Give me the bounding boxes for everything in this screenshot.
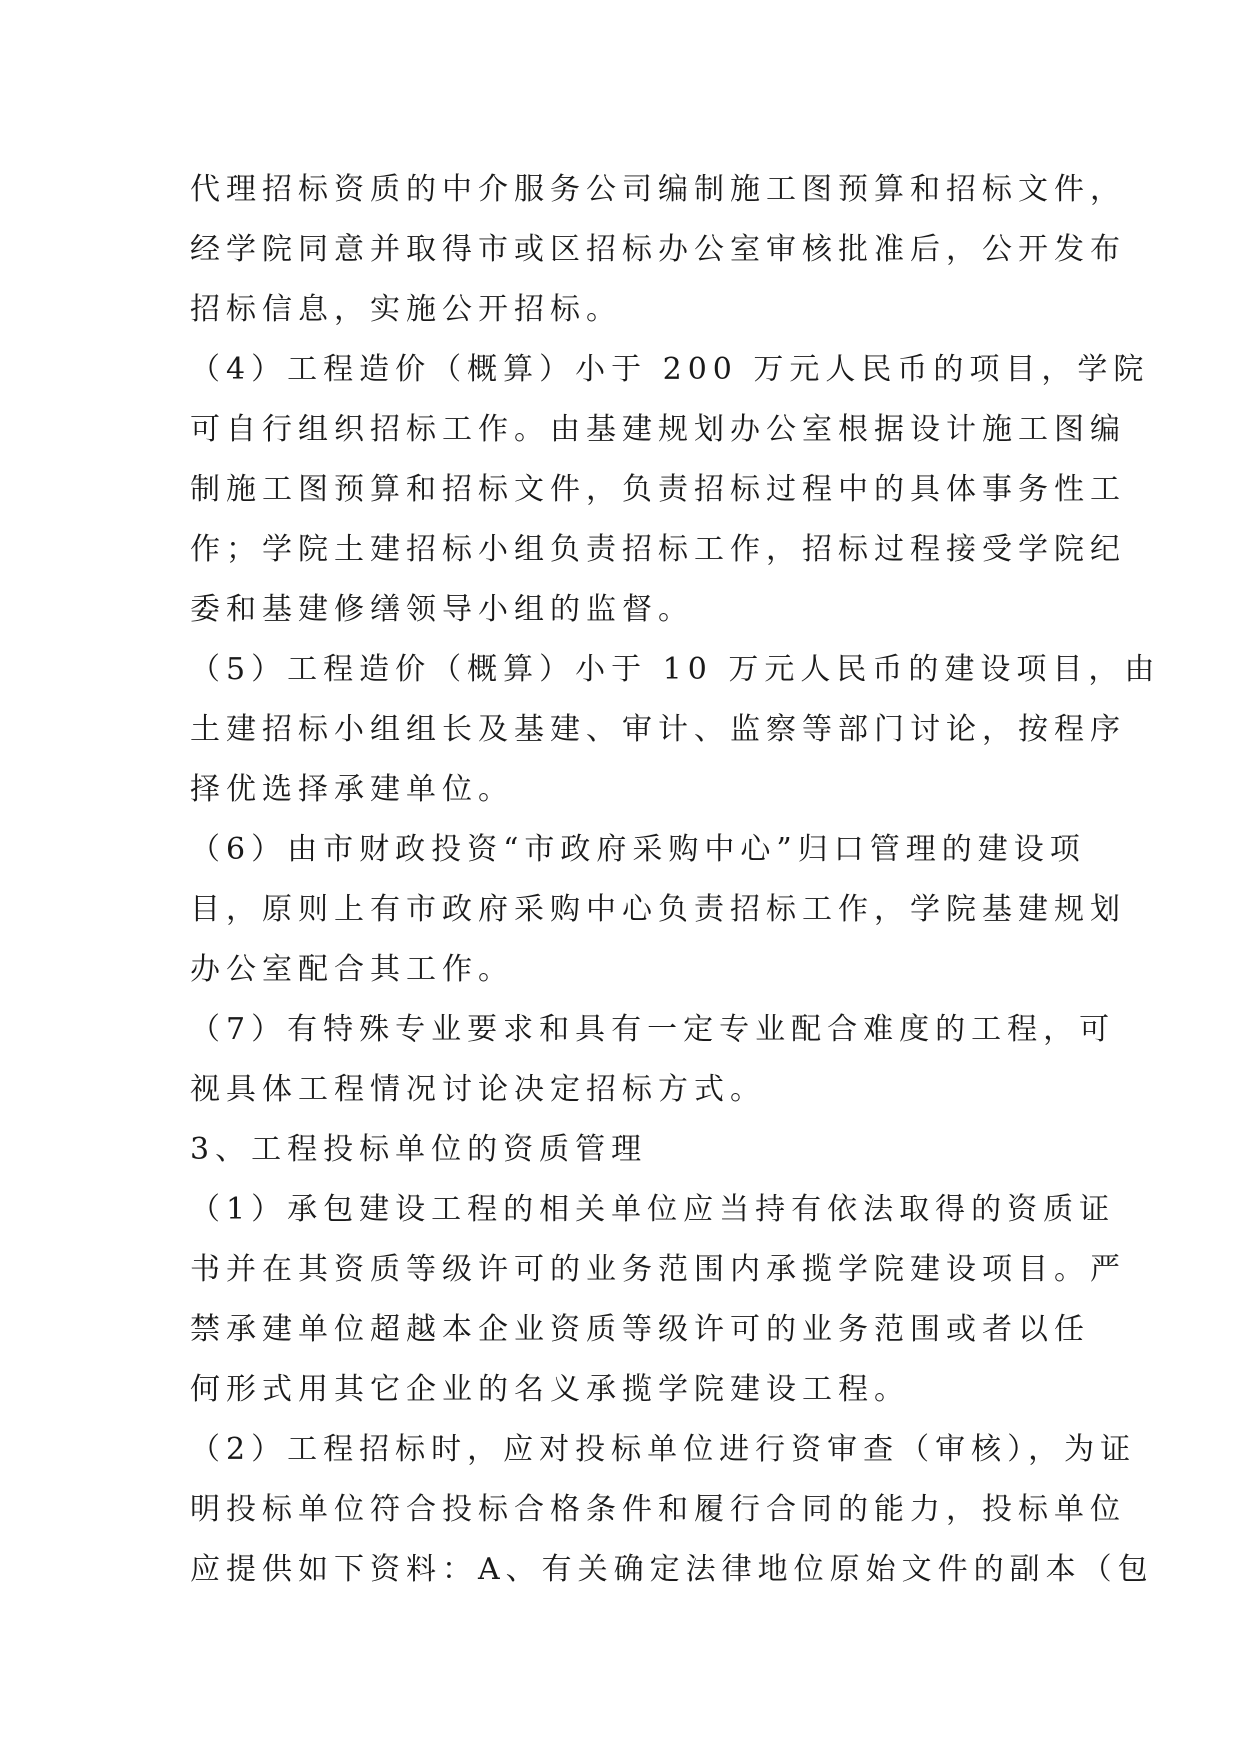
text-line: 禁承建单位超越本企业资质等级许可的业务范围或者以任 [190,1312,1090,1347]
section-heading: 3、工程投标单位的资质管理 [190,1132,648,1167]
text-line: （6）由市财政投资“市政府采购中心”归口管理的建设项 [190,832,1086,867]
text-line: 制施工图预算和招标文件，负责招标过程中的具体事务性工 [190,472,1126,507]
text-line: 经学院同意并取得市或区招标办公室审核批准后，公开发布 [190,232,1126,267]
text-line: 书并在其资质等级许可的业务范围内承揽学院建设项目。严 [190,1252,1126,1287]
text-line: （1）承包建设工程的相关单位应当持有依法取得的资质证 [190,1192,1116,1227]
text-line: 办公室配合其工作。 [190,952,514,987]
text-line: 土建招标小组组长及基建、审计、监察等部门讨论，按程序 [190,712,1126,747]
text-line: （4）工程造价（概算）小于 200 万元人民币的项目，学院 [190,352,1150,387]
text-line: （5）工程造价（概算）小于 10 万元人民币的建设项目，由 [190,652,1161,687]
text-line: 应提供如下资料：A、有关确定法律地位原始文件的副本（包 [190,1552,1154,1587]
text-line: （2）工程招标时，应对投标单位进行资审查（审核），为证 [190,1432,1137,1467]
text-line: 代理招标资质的中介服务公司编制施工图预算和招标文件， [190,172,1126,207]
text-line: 视具体工程情况讨论决定招标方式。 [190,1072,766,1107]
text-line: 何形式用其它企业的名义承揽学院建设工程。 [190,1372,910,1407]
text-line: 作；学院土建招标小组负责招标工作，招标过程接受学院纪 [190,532,1126,567]
text-line: 择优选择承建单位。 [190,772,514,807]
text-line: 委和基建修缮领导小组的监督。 [190,592,694,627]
text-line: （7）有特殊专业要求和具有一定专业配合难度的工程，可 [190,1012,1116,1047]
text-line: 明投标单位符合投标合格条件和履行合同的能力，投标单位 [190,1492,1126,1527]
text-line: 招标信息，实施公开招标。 [190,292,622,327]
text-line: 可自行组织招标工作。由基建规划办公室根据设计施工图编 [190,412,1126,447]
text-line: 目，原则上有市政府采购中心负责招标工作，学院基建规划 [190,892,1126,927]
document-body [190,160,1161,1600]
